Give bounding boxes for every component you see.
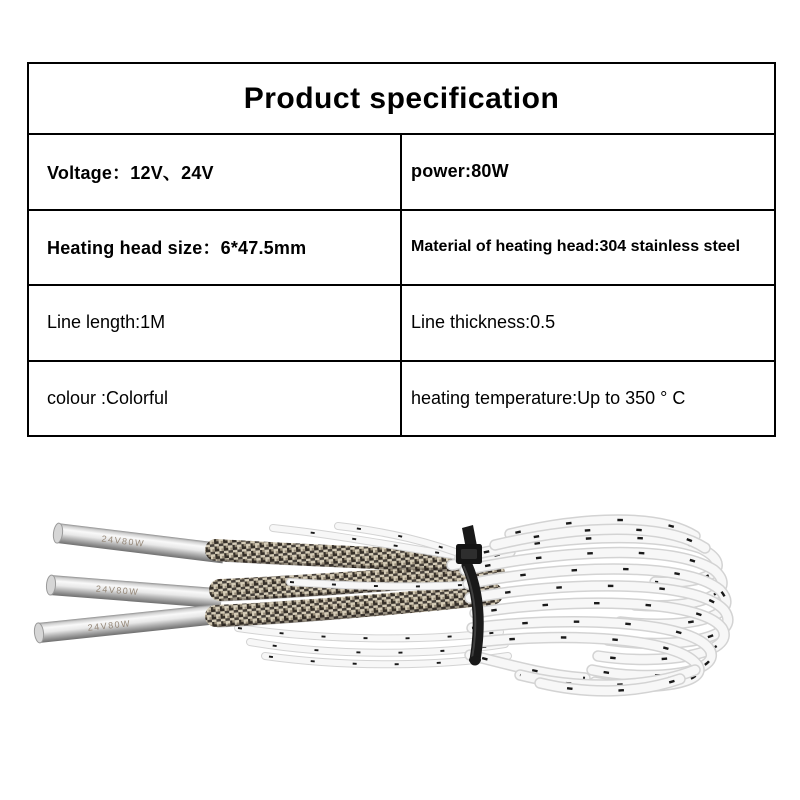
- line-length-cell: Line length:1M: [29, 286, 402, 360]
- colour-cell: colour :Colorful: [29, 362, 402, 436]
- rod-marking-text: 24V80W: [101, 533, 146, 549]
- product-photo: [0, 470, 800, 800]
- wire-coil: [452, 520, 728, 691]
- spec-table: [27, 62, 776, 437]
- line-thickness-cell: Line thickness:0.5: [411, 312, 556, 333]
- spec-row-colour-temp: [29, 362, 774, 436]
- spec-row-line: [29, 286, 774, 362]
- rod-marking-text: 24V80W: [87, 618, 132, 633]
- spec-table-title: Product specification: [29, 64, 774, 135]
- heater-rod-2: [46, 575, 223, 609]
- heater-rod-3: [33, 605, 214, 644]
- material-cell: Material of heating head:304 stainless steel: [411, 238, 741, 256]
- heating-head-size-cell: Heating head size：6*47.5mm: [29, 211, 402, 285]
- voltage-cell: Voltage：12V、24V: [29, 135, 402, 209]
- rod-marking-text: 24V80W: [95, 583, 140, 598]
- heating-temperature-cell: heating temperature:Up to 350 ° C: [411, 387, 686, 408]
- spec-row-size-material: [29, 211, 774, 287]
- power-cell: power:80W: [411, 161, 509, 182]
- spec-row-voltage-power: [29, 135, 774, 211]
- heater-rod-1: [52, 523, 225, 564]
